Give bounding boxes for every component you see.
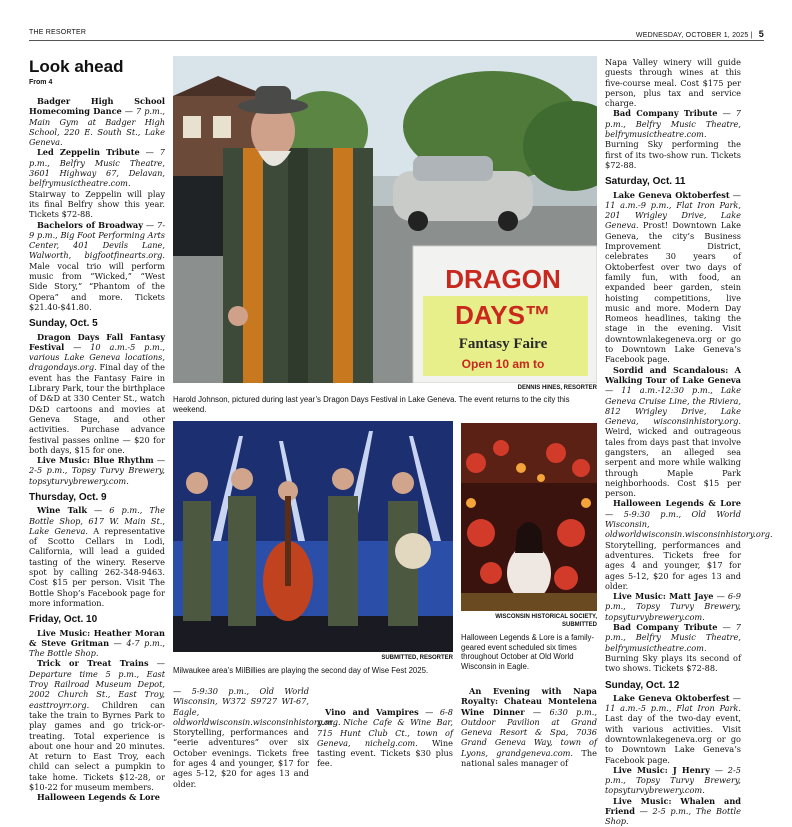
page-title: Look ahead [29, 57, 124, 76]
sign-text-days: DAYS™ [455, 300, 551, 330]
event-desc: Wine tasting event. Tickets $30 plus fee. [317, 737, 453, 769]
photo-dragon-days [173, 56, 597, 383]
event-details: Departure time 5 p.m., East Troy Railroad Museum Depot, 2002 Church St., East Troy, easttroyrr.org. [29, 668, 165, 710]
day-heading: Friday, Oct. 10 [29, 614, 98, 626]
event-title: Lake Geneva Oktoberfest [613, 189, 730, 200]
event-item: Live Music: Heather Moran & Steve Gritman — 4-7 p.m., The Bottle Shop. [29, 627, 165, 659]
event-details: 5-9:30 p.m., Old World Wisconsin, W372 S9727 WI-67, Eagle, oldworldwisconsin.wisconsinhistory.org. [173, 686, 341, 727]
column-2-bottom [173, 686, 341, 789]
event-details: 6-8 p.m., Niche Cafe & Wine Bar, 715 Hunt Club Ct., town of Geneva, nichelg.com. [317, 707, 453, 748]
event-desc: Storytelling, performances and “eerie adventures” over six October evenings. Tickets free for ages 4 and younger, $17 for ages 5-12, $20 for ages 13 and older. [173, 727, 309, 789]
column-right [605, 57, 773, 827]
photo-milbillies [173, 421, 453, 652]
event-title: Lake Geneva Oktoberfest [613, 692, 730, 703]
event-title: Badger High School Homecoming Dance [29, 96, 165, 117]
event-details: 6:30 p.m., Outdoor Pavilion at Grand Geneva Resort & Spa, 7036 Grand Geneva Way, town of Lyons, grandgeneva.com. [461, 706, 597, 758]
event-details: 6 p.m., The Bottle Shop, 617 W. Main St., Lake Geneva. [29, 505, 165, 536]
event-continued: — 5-9:30 p.m., Old World Wisconsin, W372 S9727 WI-67, Eagle, oldworldwisconsin.wisconsinhistory.org. Storytelling, performances and “eerie adventures” over six October evenings. Tickets free for ages 4 and younger, $17 for ages 5-12, $20 for ages 13 and older. [173, 686, 341, 789]
event-item: Bachelors of Broadway — 7-9 p.m., Big Foot Performing Arts Center, 401 Devils Lane, Walworth, bigfootfinearts.org. Male vocal trio will perform music from “Wicked,” “West Side Story,” “Phantom of the Opera” and more. Tickets $21.40-$41.80. [29, 219, 165, 312]
event-title: Dragon Days Fall Fantasy Festival [29, 331, 165, 352]
event-desc: Male vocal trio will perform music from “Wicked,” “West Side Story,” “Phantom of the Opera” and more. Tickets $21.40-$41.80. [29, 260, 165, 312]
event-details: 2-5 p.m., Topsy Turvy Brewery, topsyturvybrewery.com. [29, 465, 165, 486]
photo-caption-1: Harold Johnson, pictured during last year’s Dragon Days Festival in Lake Geneva. The event returns to the city this weekend. [173, 395, 570, 414]
event-desc: Storytelling, performances and adventures. Tickets free for ages 4 and younger, $17 for ages 5-12, $20 for ages 13 and older. [605, 539, 741, 591]
event-item: Halloween Legends & Lore — 5-9:30 p.m., Old World Wisconsin, oldworldwisconsin.wisconsinhistory.org. Storytelling, performances and adventures. Tickets free for ages 4 and younger, $17 for ages 5-12, $20 for ages 13 and older. [605, 498, 773, 591]
event-item: Live Music: Whalen and Friend — 2-5 p.m., The Bottle Shop. [605, 795, 741, 827]
event-item [29, 792, 165, 802]
event-desc: The national sales manager of [461, 747, 597, 769]
event-title: Sordid and Scandalous: A Walking Tour of Lake Geneva [605, 364, 741, 385]
event-item: Bad Company Tribute — 7 p.m., Belfry Music Theatre, belfrymusictheatre.com. Burning Sky plays its second of two shows. Tickets $72-88. [605, 622, 741, 674]
event-item: Lake Geneva Oktoberfest — 11 a.m.-9 p.m., Flat Iron Park, 201 Wrigley Drive, Lake Geneva. Prost! Downtown Lake Geneva, the city’s Business Improvement District, celebrates 30 years of Oktoberfest over two days of family fun, with food, an expanded beer garden, stein hoisting competitions, live music and more. Modern Day Romeos headlines, taking the stage in the evening. Visit downtownlakegeneva.org or go to Downtown Lake Geneva’s Facebook page. [605, 189, 741, 365]
event-desc: Stairway to Zeppelin will play its final Belfry show this year. Tickets $72-88. [29, 188, 165, 220]
event-item: Live Music: Blue Rhythm — 2-5 p.m., Topsy Turvy Brewery, topsyturvybrewery.com. [29, 455, 166, 486]
event-title: Halloween Legends & Lore [37, 792, 161, 803]
event-item: An Evening with Napa Royalty: Chateau Montelena Wine Dinner — 6:30 p.m., Outdoor Pavilion at Grand Geneva Resort & Spa, 7036 Grand Geneva Way, town of Lyons, grandgeneva.com. The national sales manager of [461, 686, 597, 769]
header-rule [29, 40, 764, 41]
photo-credit-3: WISCONSIN HISTORICAL SOCIETY, SUBMITTED [495, 614, 597, 628]
date-text: WEDNESDAY, OCTOBER 1, 2025 [635, 32, 749, 39]
page-header [29, 27, 764, 39]
event-details: 5-9:30 p.m., Old World Wisconsin, oldworldwisconsin.wisconsinhistory.org. [605, 508, 773, 540]
band-illustration [173, 421, 453, 652]
column-3-bottom [317, 686, 453, 696]
event-item: Trick or Treat Trains — Departure time 5 p.m., East Troy Railroad Museum Depot, 2002 Church St., East Troy, easttroyrr.org. Children can take the train to Byrnes Park to play games and go trick-or-treating. Total experience is about one hour and 20 minutes. At return to East Troy, each child can select a pumpkin to take home. Tickets $12-28, or $10-22 for museum members. [29, 658, 165, 792]
event-desc: Final day of the event has the Fantasy Faire in Library Park, tour the birthplace of D&D at 330 Center St., watch D&D cartoons and movies at Geneva Stage, and other activities. Purchase advance festival passes online — $20 for both days, $15 for one. [29, 362, 166, 455]
event-title: Bad Company Tribute [613, 108, 718, 119]
event-item: Wine Talk — 6 p.m., The Bottle Shop, 617 W. Main St., Lake Geneva. A representative of Scotto Cellars in Lodi, California, will lead a guided tasting of the winery. Reserve spot by calling 262-348-9463. Cost $15 per person. Visit The Bottle Shop’s Facebook page for more information. [29, 505, 165, 608]
event-item: Lake Geneva Oktoberfest — 11 a.m.-5 p.m., Flat Iron Park. Last day of the two-day event, with various activities. Visit downtownlakegeneva.org or go to Downtown Lake Geneva’s Facebook page. [605, 692, 741, 765]
photo-caption-3: Halloween Legends & Lore is a family-geared event scheduled six times throughout October at Old World Wisconsin in Eagle. [461, 633, 595, 671]
event-details: 10 a.m.-5 p.m., various Lake Geneva locations, dragondays.org. [29, 341, 165, 373]
event-title: Live Music: Blue Rhythm [37, 455, 154, 466]
day-heading: Saturday, Oct. 11 [605, 176, 686, 188]
photo-caption-2: Milwaukee area’s MilBillies are playing the second day of Wise Fest 2025. [173, 666, 429, 675]
event-title: An Evening with Napa Royalty: Chateau Montelena Wine Dinner [461, 686, 597, 717]
event-desc: Children can take the train to Byrnes Park to play games and go trick-or-treating. Total experience is about one hour and 20 minutes. At return to East Troy, each child can select a pumpkin to take home. Tickets $12-28, or $10-22 for museum members. [29, 699, 165, 792]
event-title: Live Music: Whalen and Friend [605, 795, 741, 817]
event-title: Bad Company Tribute [613, 622, 718, 633]
event-desc: A representative of Scotto Cellars in Lodi, California, will lead a guided tasting of the winery. Reserve spot by calling 262-348-9463. Cost $15 per person. Visit The Bottle Shop’s Facebook page for more information. [29, 525, 165, 608]
photo-credit-1: DENNIS HINES, RESORTER [517, 385, 597, 391]
event-desc: Burning Sky plays its second of two shows. Tickets $72-88. [605, 652, 741, 674]
event-item: Live Music: Matt Jaye — 6-9 p.m., Topsy Turvy Brewery, topsyturvybrewery.com. [605, 591, 741, 622]
event-details: 11 a.m.-9 p.m., Flat Iron Park, 201 Wrigley Drive, Lake Geneva. [605, 199, 741, 231]
event-item: Led Zeppelin Tribute — 7 p.m., Belfry Music Theatre, 3601 Highway 67, Delavan, belfrymusictheatre.com. Stairway to Zeppelin will play its final Belfry show this year. Tickets $72-88. [29, 147, 165, 220]
event-item: Dragon Days Fall Fantasy Festival — 10 a.m.-5 p.m., various Lake Geneva locations, dragondays.org. Final day of the event has the Fantasy Faire in Library Park, tour the birthplace of D&D at 330 Center St., watch D&D cartoons and movies at Geneva Stage, and other activities. Purchase advance festival passes online — $20 for both days, $15 for one. [29, 331, 166, 455]
event-continued [317, 686, 453, 696]
event-details: 7 p.m., Belfry Music Theatre, belfrymusictheatre.com. [605, 108, 741, 140]
event-title: Halloween Legends & Lore [613, 498, 741, 509]
jump-line: From 4 [29, 79, 53, 86]
sign-text-hours: Open 10 am to [461, 357, 545, 371]
halloween-illustration [461, 423, 597, 611]
sign-text-dragon: DRAGON [445, 264, 561, 294]
page-number: 5 [758, 29, 764, 39]
event-desc: Burning Sky performing the first of its two-show run. Tickets $72-88. [605, 139, 741, 170]
event-details: 4-7 p.m., The Bottle Shop. [29, 637, 165, 659]
event-details: 7 p.m., Belfry Music Theatre, belfrymusictheatre.com. [605, 622, 741, 653]
photo-halloween [461, 423, 597, 611]
event-details: 2-5 p.m., Topsy Turvy Brewery, topsyturvybrewery.com. [605, 764, 741, 796]
photo-credit-2: SUBMITTED, RESORTER [381, 655, 453, 661]
event-details: 11 a.m.-12:30 p.m., Lake Geneva Cruise Line, the Riviera, 812 Wrigley Drive, Lake Geneva, wisconsinhistory.org. [605, 385, 741, 427]
event-desc: Last day of the two-day event, with various activities. Visit downtownlakegeneva.org or go to Downtown Lake Geneva’s Facebook page. [605, 713, 741, 765]
event-item: Badger High School Homecoming Dance — 7 p.m., Main Gym at Badger High School, 220 E. South St., Lake Geneva. [29, 96, 166, 148]
dragon-days-illustration [173, 56, 597, 383]
event-details: 7-9 p.m., Big Foot Performing Arts Center, 401 Devils Lane, Walworth, bigfootfinearts.org. [29, 219, 165, 261]
event-continued: Napa Valley winery will guide guests through wines at this five-course meal. Cost $175 per person, plus tax and service charge. [605, 57, 741, 109]
day-heading: Sunday, Oct. 5 [29, 318, 98, 330]
event-title: Led Zeppelin Tribute [37, 147, 140, 158]
event-details: 11 a.m.-5 p.m., Flat Iron Park. [605, 703, 741, 714]
event-title: Trick or Treat Trains [37, 658, 149, 669]
event-item: Vino and Vampires — 6-8 p.m., Niche Cafe & Wine Bar, 715 Hunt Club Ct., town of Geneva, nichelg.com. Wine tasting event. Tickets $30 plus fee. [317, 707, 453, 769]
event-details: 2-5 p.m., The Bottle Shop. [605, 806, 741, 827]
event-item: Sordid and Scandalous: A Walking Tour of Lake Geneva — 11 a.m.-12:30 p.m., Lake Geneva Cruise Line, the Riviera, 812 Wrigley Drive, Lake Geneva, wisconsinhistory.org. Weird, wicked and outrageous tales from days past that involve gangsters, an alleged sea serpent and more while walking through Maple Park neighborhoods. Cost $15 per person. [605, 364, 741, 499]
event-item: Bad Company Tribute — 7 p.m., Belfry Music Theatre, belfrymusictheatre.com. Burning Sky performing the first of its two-show run. Tickets $72-88. [605, 108, 741, 170]
event-details: 7 p.m., Belfry Music Theatre, 3601 Highway 67, Delavan, belfrymusictheatre.com. [29, 147, 165, 189]
event-title: Bachelors of Broadway [37, 219, 143, 230]
event-desc: Weird, wicked and outrageous tales from days past that involve gangsters, an alleged sea serpent and more while walking through Maple Park neighborhoods. Cost $15 per person. [605, 426, 741, 499]
event-item: Live Music: J Henry — 2-5 p.m., Topsy Turvy Brewery, topsyturvybrewery.com. [605, 764, 741, 796]
event-details: 7 p.m., Main Gym at Badger High School, 220 E. South St., Lake Geneva. [29, 106, 166, 148]
event-title: Live Music: J Henry [613, 764, 710, 775]
event-title: Live Music: Matt Jaye [613, 591, 714, 602]
column-4-bottom [461, 686, 597, 768]
event-title: Wine Talk [37, 505, 88, 516]
sign-text-faire: Fantasy Faire [458, 336, 548, 352]
event-desc: Prost! Downtown Lake Geneva, the city’s Business Improvement District, celebrates 30 years of Oktoberfest over two days of family fun, with food, an expanded beer garden, stein hoisting competitions, live music and more. Modern Day Romeos headlines, taking the stage in the evening. Visit downtownlakegeneva.org or go to Downtown Lake Geneva’s Facebook page. [605, 220, 741, 365]
event-title: Vino and Vampires [325, 707, 419, 717]
day-heading: Sunday, Oct. 12 [605, 679, 680, 691]
day-heading: Thursday, Oct. 9 [29, 491, 107, 503]
event-title: Live Music: Heather Moran & Steve Gritman [29, 627, 165, 648]
section-name: THE RESORTER [29, 29, 87, 36]
column-1 [29, 96, 165, 803]
column-3-events [317, 707, 453, 769]
event-details: 6-9 p.m., Topsy Turvy Brewery, topsyturvybrewery.com. [605, 591, 741, 622]
header-date: WEDNESDAY, OCTOBER 1, 2025 | 5 [635, 29, 764, 39]
